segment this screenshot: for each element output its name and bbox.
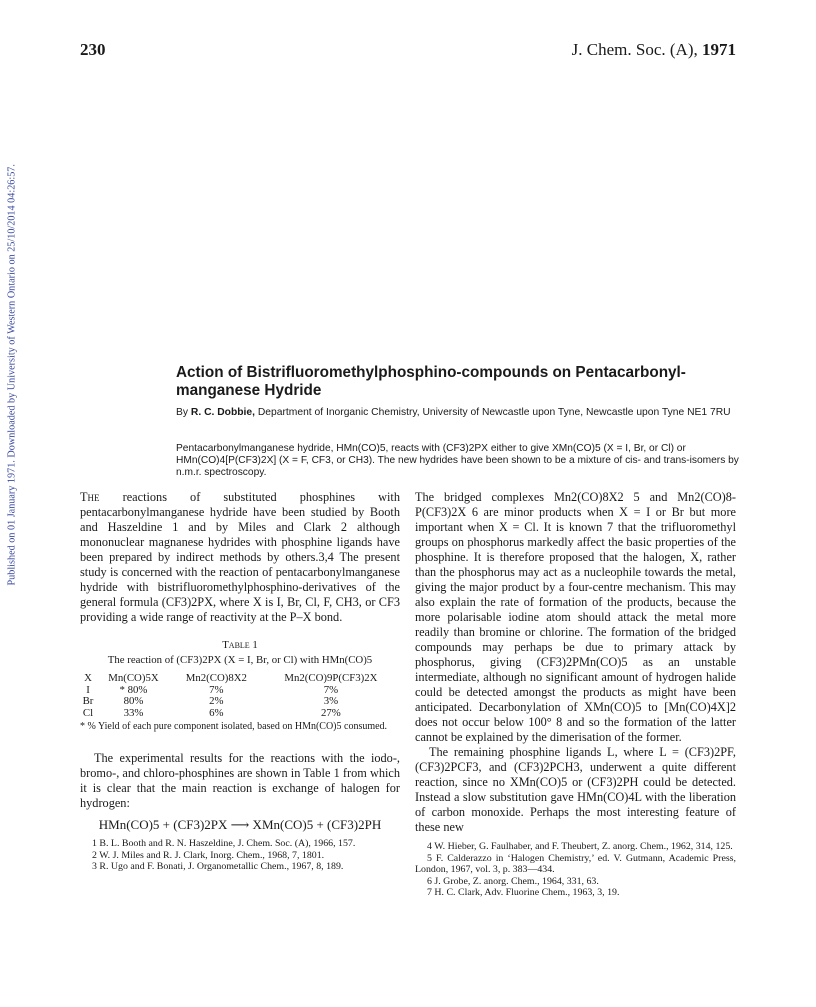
footnote: 1 B. L. Booth and R. N. Haszeldine, J. Chem. Soc. (A), 1966, 157. — [92, 838, 356, 849]
footnotes-left — [80, 838, 400, 873]
table-cell: I — [86, 683, 90, 696]
journal-year: 1971 — [702, 40, 736, 59]
left-column — [80, 490, 400, 873]
footnote: 5 F. Calderazzo in ‘Halogen Chemistry,’ ed. V. Gutmann, Academic Press, London, 1967, vol. 3, p. 383—434. — [415, 852, 736, 876]
table-row — [80, 708, 400, 720]
byline — [176, 407, 746, 420]
table-cell: 6% — [209, 706, 224, 719]
table-row — [80, 696, 400, 708]
table-cell: 3% — [323, 695, 339, 707]
footnote: 3 R. Ugo and F. Bonati, J. Organometallic Chem., 1967, 8, 189. — [92, 861, 344, 873]
table-footnote: * % Yield of each pure component isolated, based on HMn(CO)5 consumed. — [80, 721, 388, 732]
footnote: 2 W. J. Miles and R. J. Clark, Inorg. Chem., 1968, 7, 1801. — [92, 849, 325, 861]
footnote: 7 H. C. Clark, Adv. Fluorine Chem., 1963, 3, 19. — [427, 887, 620, 899]
byline-prefix: By — [176, 407, 189, 418]
discussion-paragraph: The bridged complexes Mn2(CO)8X2 5 and Mn2(CO)8-P(CF3)2X 6 are minor products when X = I or Br but more important when X = Cl. It is known 7 that the trifluoromethyl groups on phosphorus markedly affect the basic properties of the phosphine. It is therefore proposed that the halogen, X, rather than the phosphorus may act as a nucleophile towards the metal, giving the major product by a four-centre mechanism. This may also explain the rate of formation of the products, because the more polarisable iodine atom should attack the metal more readily than bromine or chlorine. The formation of the bridged compounds may perhaps be due to primary attack by phosphorus, giving (CF3)2PMn(CO)5 as an unstable intermediate, although no significant amount of hydrogen halide could be detected amongst the products as might have been anticipated. Decarbonylation of XMn(CO)5 to [Mn(CO)4X]2 does not occur below 100° 8 and so the formation of the latter cannot be explained by the dimerisation of the former. — [415, 490, 736, 744]
intro-paragraph — [80, 490, 400, 625]
table-header: Mn2(CO)8X2 — [185, 672, 247, 684]
table-label-text: Table 1 — [222, 639, 258, 651]
intro-text: reactions of substituted phosphines with pentacarbonylmanganese hydride have been studied by Booth and Haszeldine 1 and by Miles and Clark 2 although mononuclear magnanese hydrides with phosphine ligands have been prepared by indirect methods by others.3,4 The present study is concerned with the reaction of pentacarbonylmanganese hydride with bistrifluoromethylphosphino-derivatives of the general formula (CF3)2PX, where X is I, Br, Cl, F, CH3, or CF3 providing a wide range of reactivity at the P–X bond. — [80, 490, 400, 624]
table-cell: 80% — [123, 695, 144, 707]
journal-name: J. Chem. Soc. (A), — [571, 40, 698, 59]
substitution-paragraph: The remaining phosphine ligands L, where L = (CF3)2PF, (CF3)2PCF3, and (CF3)2PCH3, underwent a quite different reaction, since no XMn(CO)5 or (CF3)2PH could be detected. Instead a slow substitution gave HMn(CO)4L with the liberation of carbon monoxide. Perhaps the most interesting feature of these new — [415, 745, 736, 834]
right-column — [415, 490, 736, 899]
footnote: 6 J. Grobe, Z. anorg. Chem., 1964, 331, 63. — [427, 875, 599, 887]
table-cell: * 80% — [119, 683, 148, 696]
table-cell: 33% — [123, 706, 144, 719]
results-table — [80, 673, 400, 719]
page-number: 230 — [80, 40, 106, 59]
table-header: Mn2(CO)9P(CF3)2X — [284, 672, 378, 684]
table-header-row — [80, 673, 400, 685]
table-cell: Cl — [82, 706, 94, 719]
table-cell: 27% — [321, 706, 341, 719]
table-caption: The reaction of (CF3)2PX (X = I, Br, or Cl) with HMn(CO)5 — [107, 654, 373, 666]
table-cell: 7% — [209, 683, 224, 696]
results-paragraph: The experimental results for the reactions with the iodo-, bromo-, and chloro-phosphines are shown in Table 1 from which it is clear that the main reaction is exchange of halogen for hydrogen: — [80, 751, 400, 810]
abstract: Pentacarbonylmanganese hydride, HMn(CO)5, reacts with (CF3)2PX either to give XMn(CO)5 (X = I, Br, or Cl) or HMn(CO)4[P(CF3)2X] (X = F, CF3, or CH3). The new hydrides have been shown to be a mixture of cis- and trans-isomers by n.m.r. spectroscopy. — [176, 443, 739, 479]
affiliation: Department of Inorganic Chemistry, University of Newcastle upon Tyne, Newcastle upon Tyne NE1 7RU — [257, 407, 731, 418]
table-header: Mn(CO)5X — [108, 672, 159, 684]
table-header: X — [84, 672, 92, 684]
author: R. C. Dobbie, — [190, 407, 255, 418]
journal-header — [520, 40, 736, 60]
reaction-equation: HMn(CO)5 + (CF3)2PX ⟶ XMn(CO)5 + (CF3)2PH — [98, 817, 382, 832]
download-notice: Published on 01 January 1971. Downloaded by University of Western Ontario on 25/10/2014 04:26:57. — [6, 164, 18, 586]
table-cell: 7% — [323, 683, 339, 696]
footnote: 4 W. Hieber, G. Faulhaber, and F. Theubert, Z. anorg. Chem., 1962, 314, 125. — [427, 841, 733, 852]
table-cell: 2% — [209, 695, 224, 707]
table-label — [80, 639, 400, 652]
intro-lead: The — [80, 490, 100, 504]
table-cell: Br — [82, 695, 94, 707]
footnotes-right — [415, 841, 736, 899]
article-title: Action of Bistrifluoromethylphosphino-compounds on Pentacarbonyl-manganese Hydride — [176, 364, 686, 399]
